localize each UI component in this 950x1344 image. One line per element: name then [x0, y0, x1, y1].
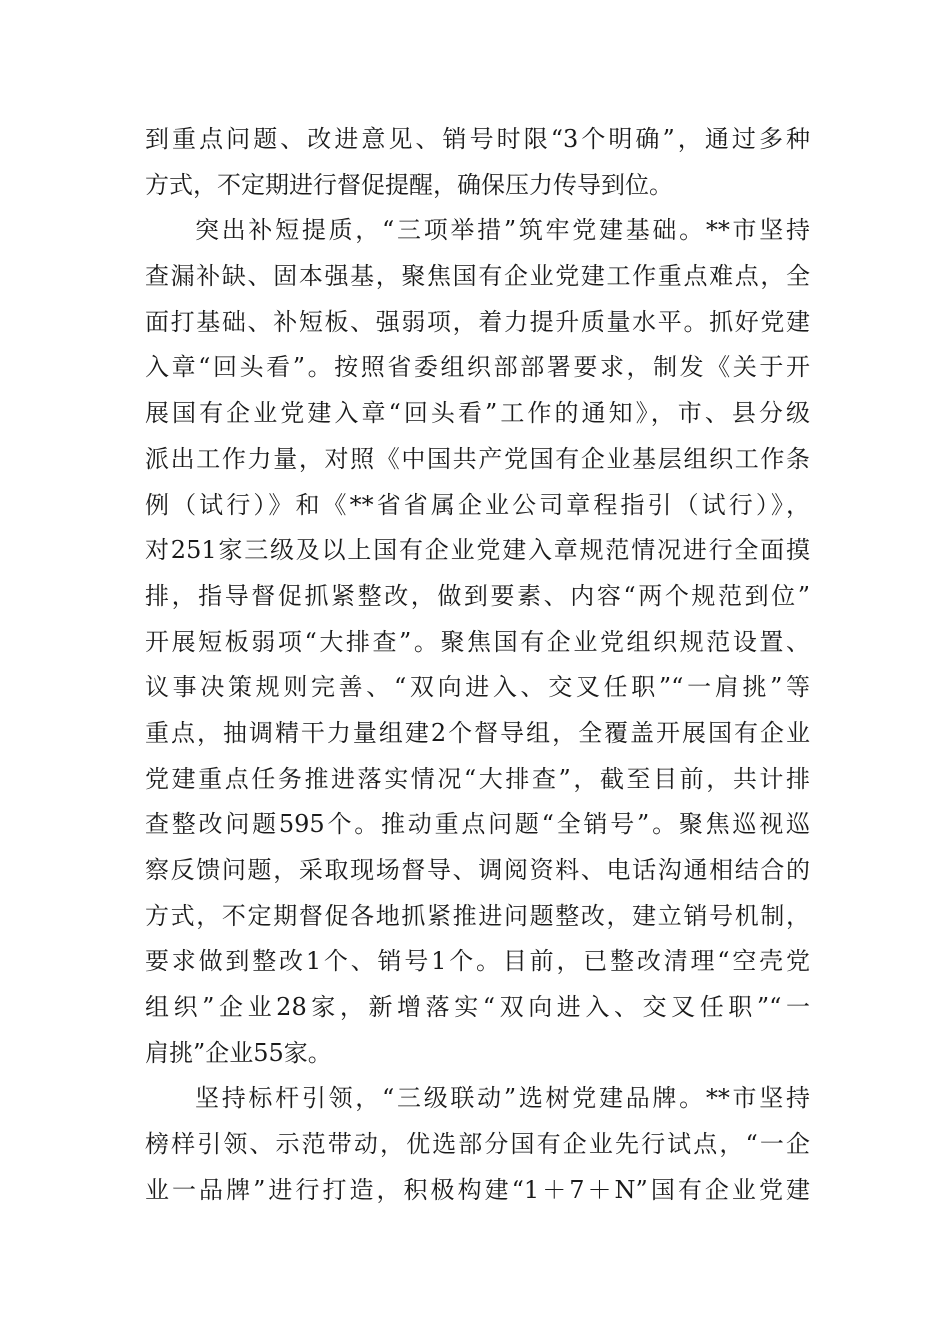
body-text-line: 对251家三级及以上国有企业党建入章规范情况进行全面摸	[145, 536, 810, 565]
body-text-line: 方式，不定期进行督促提醒，确保压力传导到位。	[145, 170, 673, 199]
body-text-line: 肩挑”企业55家。	[145, 1038, 332, 1067]
body-text-line: 业一品牌”进行打造，积极构建“1＋7＋N”国有企业党建	[145, 1175, 810, 1204]
body-text-line: 方式，不定期督促各地抓紧推进问题整改，建立销号机制，	[145, 901, 810, 930]
body-text-line: 榜样引领、示范带动，优选部分国有企业先行试点，“一企	[145, 1130, 810, 1159]
body-text-line: 查整改问题595个。推动重点问题“全销号”。聚焦巡视巡	[145, 810, 810, 839]
body-text-line: 开展短板弱项“大排查”。聚焦国有企业党组织规范设置、	[145, 627, 810, 656]
body-text-line: 党建重点任务推进落实情况“大排查”，截至目前，共计排	[145, 764, 810, 793]
body-text-line: 入章“回头看”。按照省委组织部部署要求，制发《关于开	[145, 353, 810, 382]
body-text-line: 突出补短提质，“三项举措”筑牢党建基础。**市坚持	[195, 216, 810, 245]
document-body	[145, 117, 810, 1214]
body-text-line: 察反馈问题，采取现场督导、调阅资料、电话沟通相结合的	[145, 856, 810, 884]
body-text-line: 议事决策规则完善、“双向进入、交叉任职”“一肩挑”等	[145, 673, 810, 702]
body-text-line: 排，指导督促抓紧整改，做到要素、内容“两个规范到位”	[145, 581, 810, 610]
body-text-line: 面打基础、补短板、强弱项，着力提升质量水平。抓好党建	[145, 307, 810, 336]
body-text-line: 派出工作力量，对照《中国共产党国有企业基层组织工作条	[145, 444, 810, 473]
body-text-line: 重点，抽调精干力量组建2个督导组，全覆盖开展国有企业	[145, 718, 810, 747]
body-text-line: 例（试行）》和《**省省属企业公司章程指引（试行）》，	[145, 490, 810, 519]
body-text-line: 展国有企业党建入章“回头看”工作的通知》，市、县分级	[145, 399, 810, 428]
body-text-line: 查漏补缺、固本强基，聚焦国有企业党建工作重点难点，全	[145, 262, 810, 291]
body-text-line: 到重点问题、改进意见、销号时限“3个明确”，通过多种	[145, 125, 810, 153]
body-text-line: 要求做到整改1个、销号1个。目前，已整改清理“空壳党	[145, 947, 810, 976]
body-text-line: 坚持标杆引领，“三级联动”选树党建品牌。**市坚持	[195, 1084, 810, 1113]
body-text-line: 组织”企业28家，新增落实“双向进入、交叉任职”“一	[145, 993, 810, 1022]
